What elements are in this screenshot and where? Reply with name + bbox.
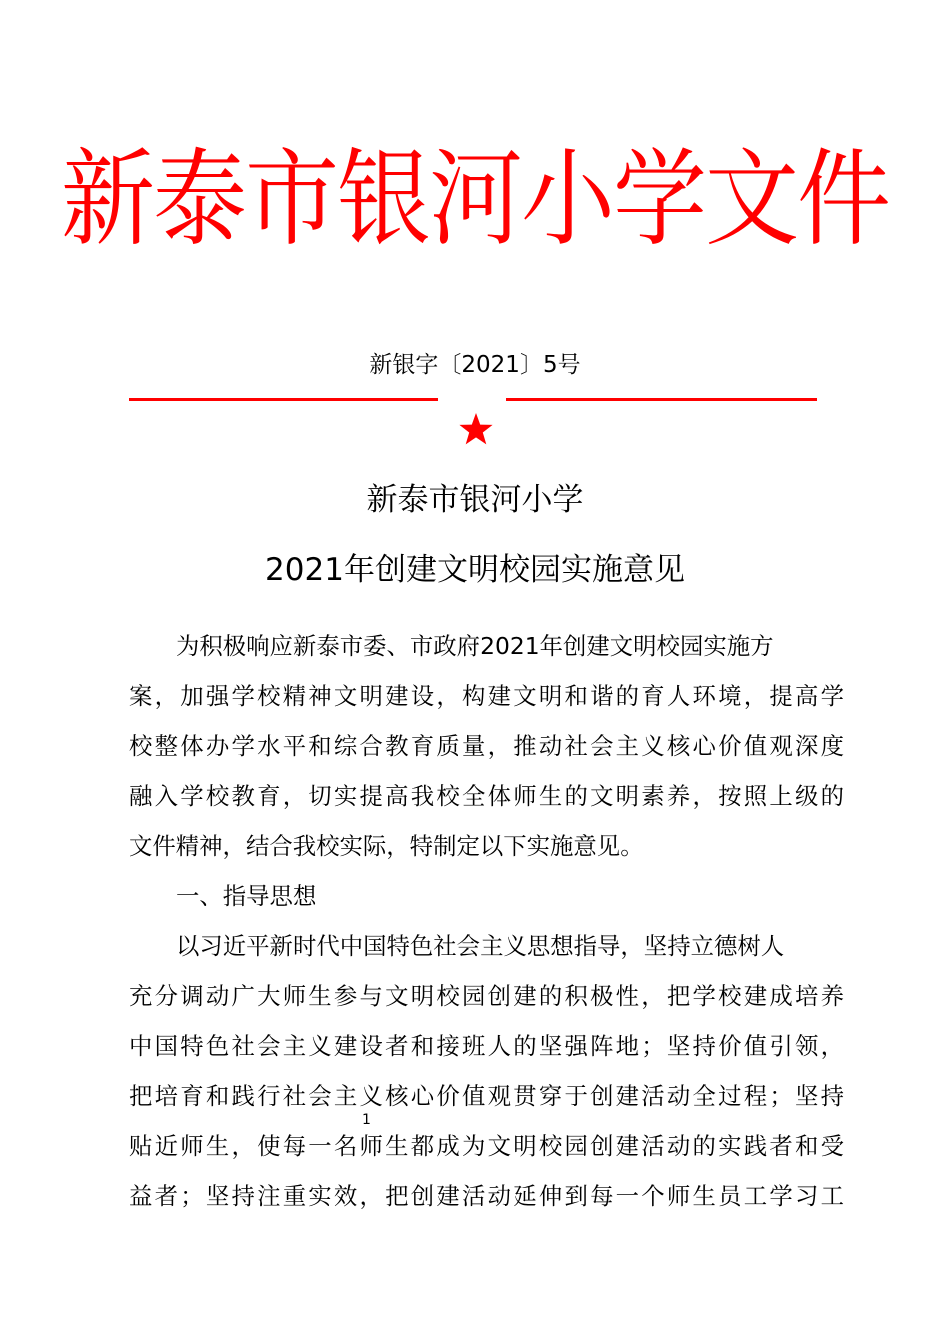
document-masthead: 新泰市银河小学文件 <box>60 139 889 262</box>
document-title-line-2: 2021年创建文明校园实施意见 <box>265 552 685 588</box>
body-line: 把培育和践行社会主义核心价值观贯穿于创建活动全过程；坚持 <box>129 1082 844 1110</box>
body-line: 以习近平新时代中国特色社会主义思想指导，坚持立德树人 <box>176 932 785 960</box>
body-line: 校整体办学水平和综合教育质量，推动社会主义核心价值观深度 <box>129 732 844 760</box>
body-line: 中国特色社会主义建设者和接班人的坚强阵地；坚持价值引领， <box>129 1032 844 1060</box>
document-number: 新银字〔2021〕5号 <box>369 352 581 378</box>
body-line: 案，加强学校精神文明建设，构建文明和谐的育人环境，提高学 <box>129 682 844 710</box>
red-rule-right <box>506 398 817 401</box>
red-rule-left <box>129 398 438 401</box>
document-body <box>129 621 844 1221</box>
red-star-icon <box>458 412 494 446</box>
page-number: 1 <box>362 1112 371 1128</box>
body-line: 融入学校教育，切实提高我校全体师生的文明素养，按照上级的 <box>129 782 844 810</box>
section-heading: 一、指导思想 <box>176 882 317 910</box>
body-line: 贴近师生，使每一名师生都成为文明校园创建活动的实践者和受 <box>129 1132 844 1160</box>
body-line: 文件精神，结合我校实际，特制定以下实施意见。 <box>129 832 644 860</box>
body-line: 益者；坚持注重实效，把创建活动延伸到每一个师生员工学习工 <box>129 1182 844 1210</box>
body-line: 为积极响应新泰市委、市政府2021年创建文明校园实施方 <box>176 632 774 660</box>
body-line: 充分调动广大师生参与文明校园创建的积极性，把学校建成培养 <box>129 982 844 1010</box>
document-title-line-1: 新泰市银河小学 <box>366 482 584 518</box>
